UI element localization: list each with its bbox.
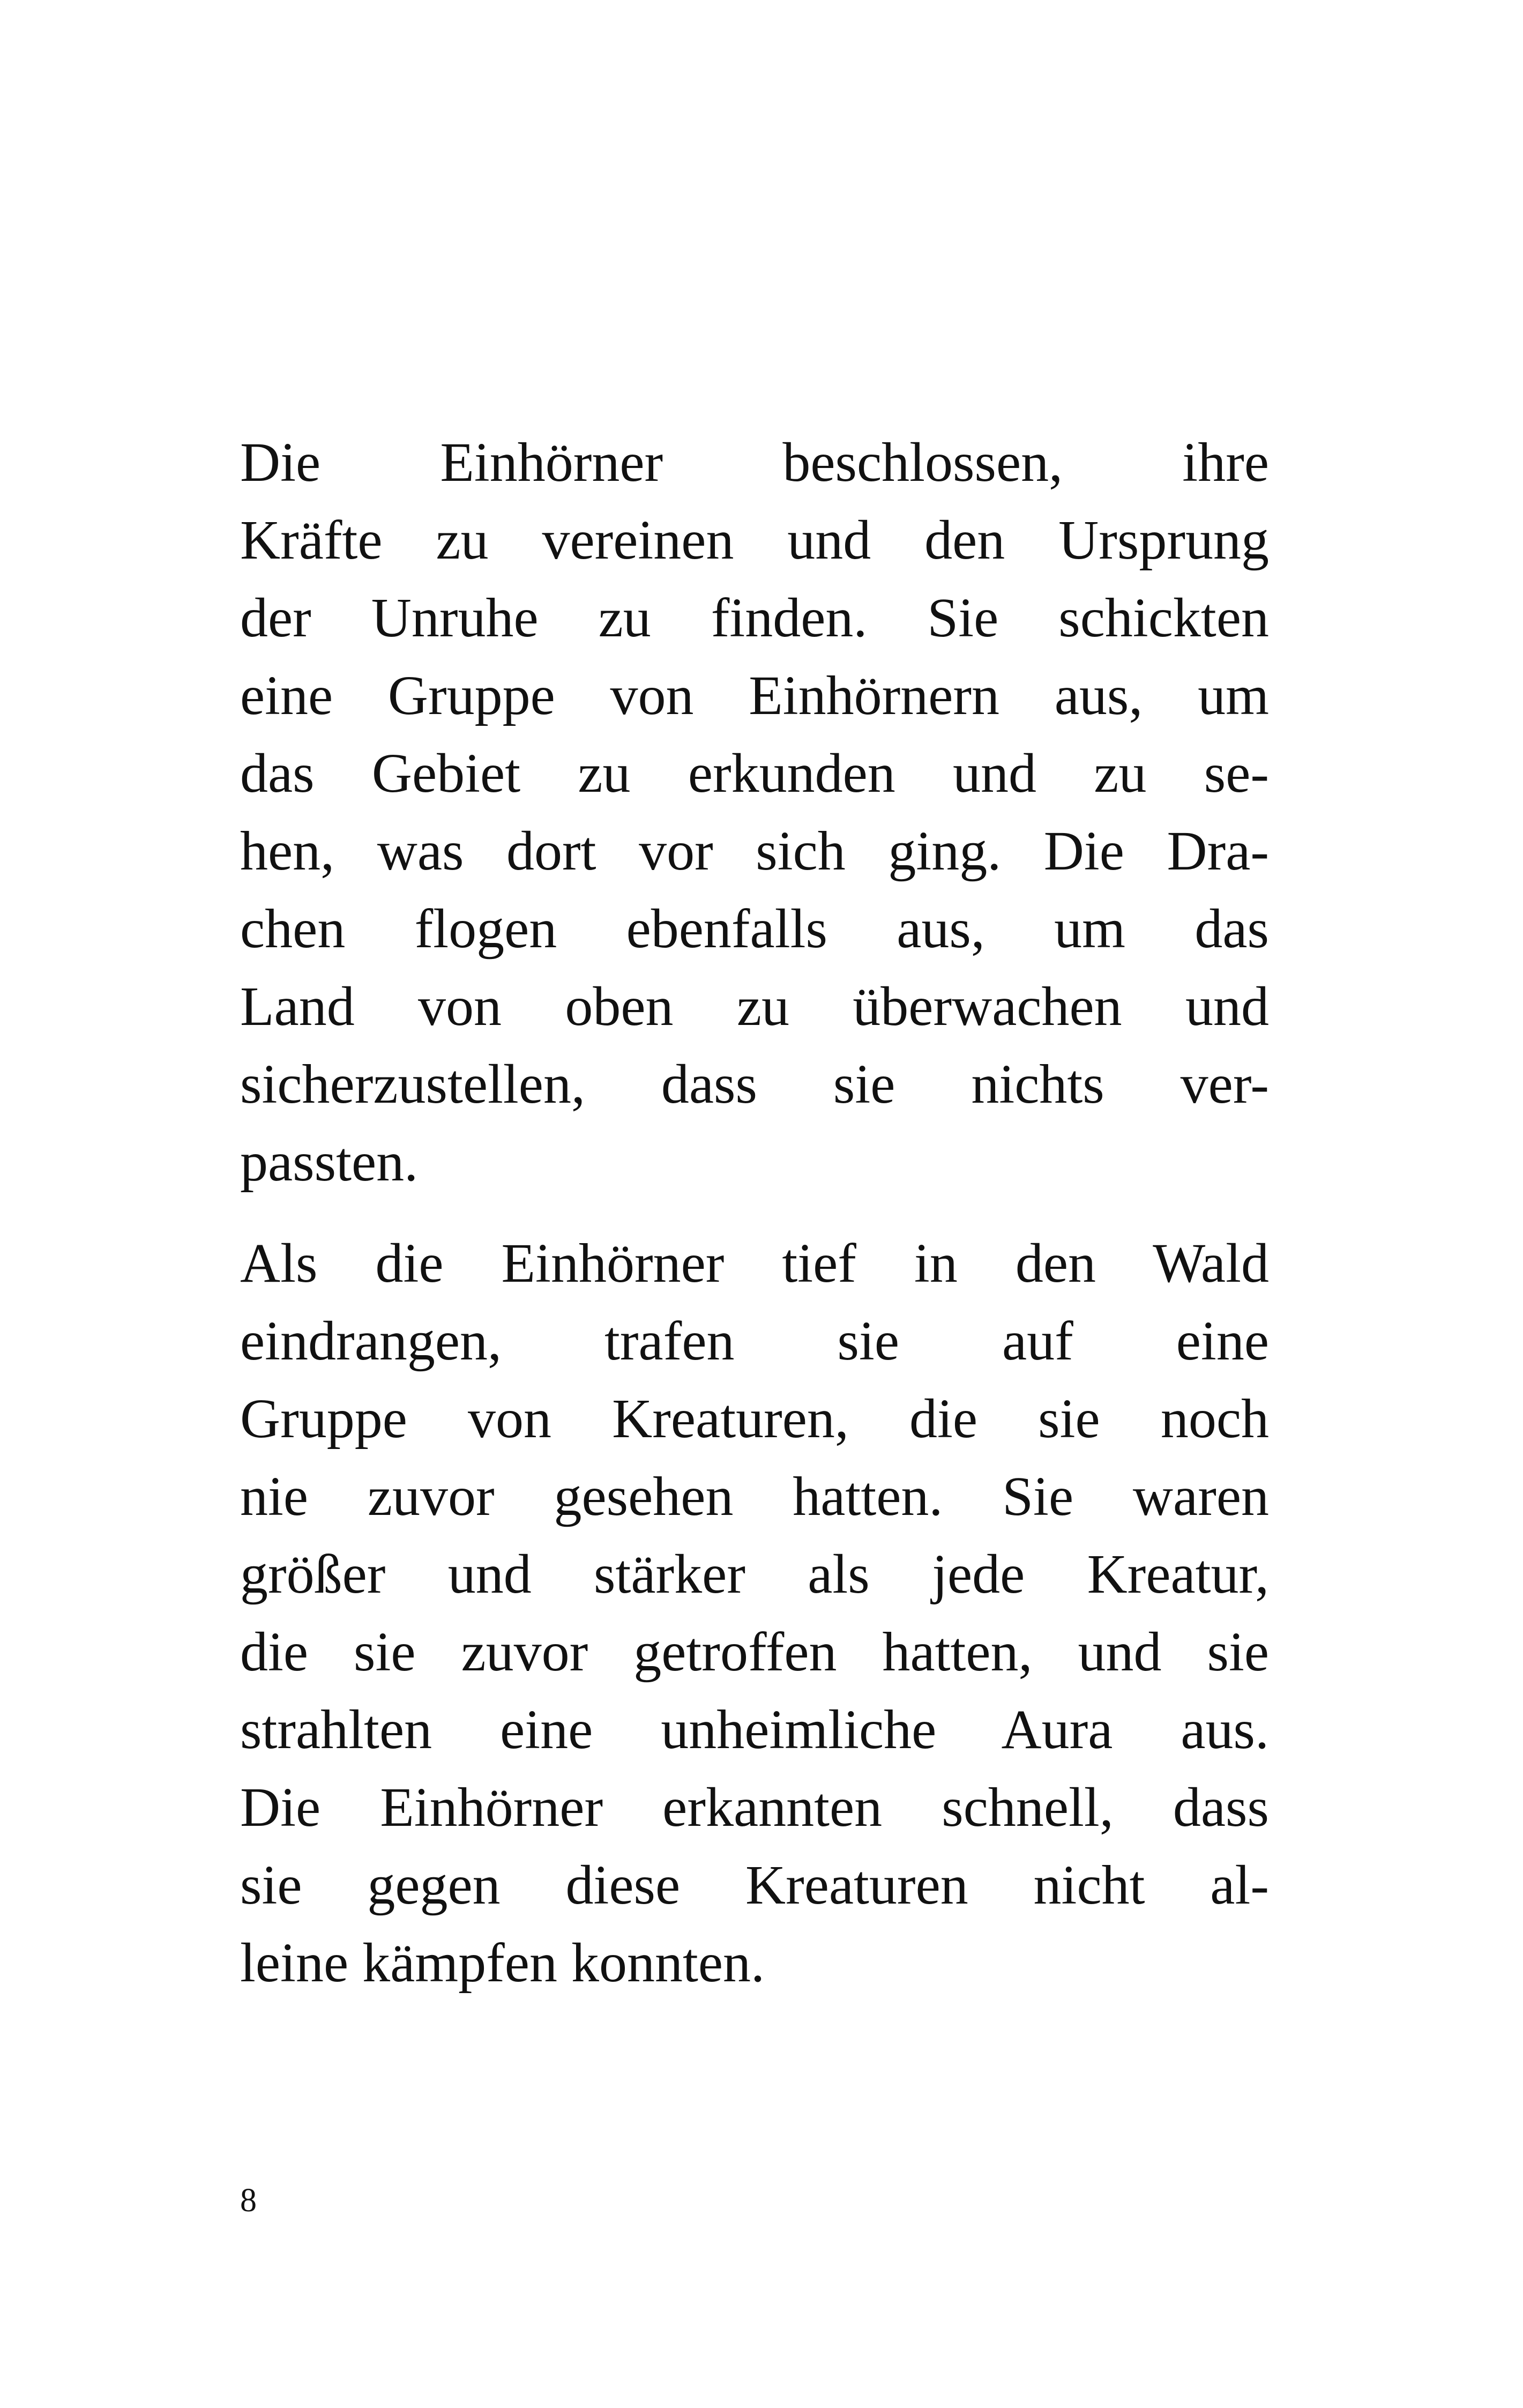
text-line: passten.: [240, 1131, 419, 1193]
text-line: größer und stärker als jede Kreatur,: [240, 1543, 1269, 1605]
text-line: der Unruhe zu finden. Sie schickten: [240, 587, 1269, 649]
text-line: eindrangen, trafen sie auf eine: [240, 1310, 1269, 1372]
text-line: Kräfte zu vereinen und den Ursprung: [240, 509, 1269, 571]
text-line: chen flogen ebenfalls aus, um das: [240, 898, 1269, 960]
text-line: die sie zuvor getroffen hatten, und sie: [240, 1621, 1269, 1683]
text-line: sie gegen diese Kreaturen nicht al-: [240, 1854, 1269, 1916]
text-line: eine Gruppe von Einhörnern aus, um: [240, 665, 1269, 726]
text-line: das Gebiet zu erkunden und zu se-: [240, 742, 1269, 804]
paragraph-2: [240, 1224, 1269, 2002]
page-number: 8: [240, 2182, 257, 2219]
text-line: hen, was dort vor sich ging. Die Dra-: [240, 820, 1269, 882]
text-line: Gruppe von Kreaturen, die sie noch: [240, 1388, 1269, 1450]
paragraph-1: [240, 423, 1269, 1201]
text-line: Die Einhörner beschlossen, ihre: [240, 432, 1269, 493]
text-line: Land von oben zu überwachen und: [240, 976, 1269, 1037]
text-line: strahlten eine unheimliche Aura aus.: [240, 1699, 1269, 1760]
text-line: Als die Einhörner tief in den Wald: [240, 1232, 1269, 1294]
text-line: Die Einhörner erkannten schnell, dass: [240, 1777, 1269, 1838]
text-line: nie zuvor gesehen hatten. Sie waren: [240, 1466, 1269, 1527]
text-line: sicherzustellen, dass sie nichts ver-: [240, 1053, 1269, 1115]
body-text: [240, 423, 1269, 2002]
text-line: leine kämpfen konnten.: [240, 1932, 765, 1994]
